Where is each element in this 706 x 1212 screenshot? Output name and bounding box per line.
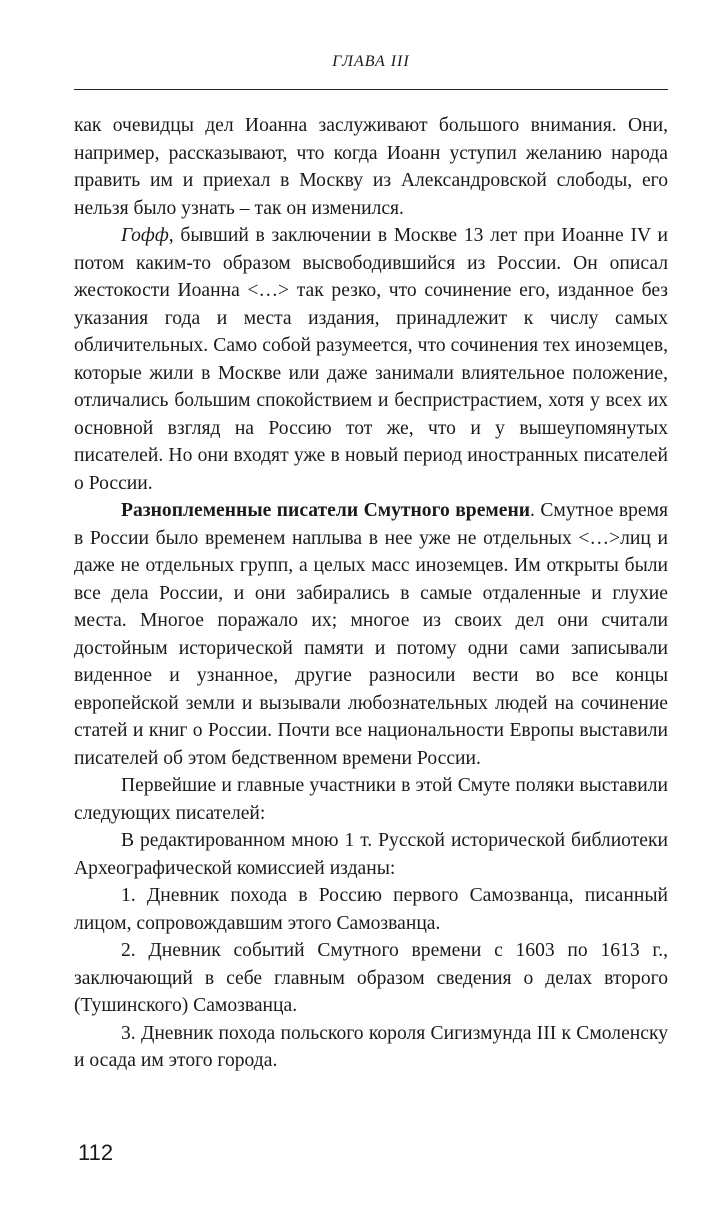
paragraph-text: , бывший в заключении в Москве 13 лет при Иоанне IV и потом каким-то образом высвободившийся из России. Он описал жестокости Иоанна <…> так резко, что сочинение его, изданное без указания года и места издания, принадлежит к числу самых обличительных. Само собой разумеется, что сочинения тех иноземцев, которые жили в Москве или даже занимали влиятельное положение, отличались большим спокойствием и беспристрастием, хотя у всех их основной взгляд на Россию тот же, что и у вышеупомянутых писателей. Но они входят уже в новый период иностранных писателей о России. <box>74 225 668 494</box>
paragraph-poles: Первейшие и главные участники в этой Смуте поляки выставили следующих писателей: <box>74 775 668 824</box>
paragraph-continuation: как очевидцы дел Иоанна заслуживают большого внимания. Они, например, рассказывают, что когда Иоанн уступил желанию народа править им и приехал в Москву из Александровской слободы, его нельзя было узнать – так он изменился. <box>74 115 668 219</box>
book-page <box>74 52 668 1071</box>
list-item: 2. Дневник событий Смутного времени с 1603 по 1613 г., заключающий в себе главным образом сведения о делах второго (Тушинского) Самозванца. <box>74 940 668 1016</box>
body-text <box>74 112 668 1075</box>
paragraph-text: . Смутное время в России было временем наплыва в нее уже не отдельных <…>лиц и даже не отдельных групп, а целых масс иноземцев. Им открыты были все дела России, и они забирались в самые отдаленные и глухие места. Многое поражало их; многое из своих дел они считали достойным исторической памяти и потому одни сами записывали виденное и узнанное, другие разносили вести во все концы европейской земли и вызывали любознательных людей на сочинение статей и книг о России. Почти все национальности Европы выставили писателей об этом бедственном времени России. <box>74 500 668 769</box>
author-name-italic: Гофф <box>121 225 169 246</box>
paragraph-hoff <box>74 222 668 497</box>
list-item: 3. Дневник похода польского короля Сигизмунда III к Смоленску и осада им этого города. <box>74 1022 668 1071</box>
paragraph-section-heading <box>74 497 668 772</box>
header-rule <box>74 89 668 90</box>
page-number: 112 <box>78 1140 114 1165</box>
list-item: 1. Дневник похода в Россию первого Самозванца, писанный лицом, сопровождавшим этого Самозванца. <box>74 885 668 934</box>
section-heading-bold: Разноплеменные писатели Смутного времени <box>121 500 531 521</box>
running-head: ГЛАВА III <box>332 53 410 70</box>
paragraph-library: В редактированном мною 1 т. Русской исторической библиотеки Археографической комиссией изданы: <box>74 830 668 879</box>
